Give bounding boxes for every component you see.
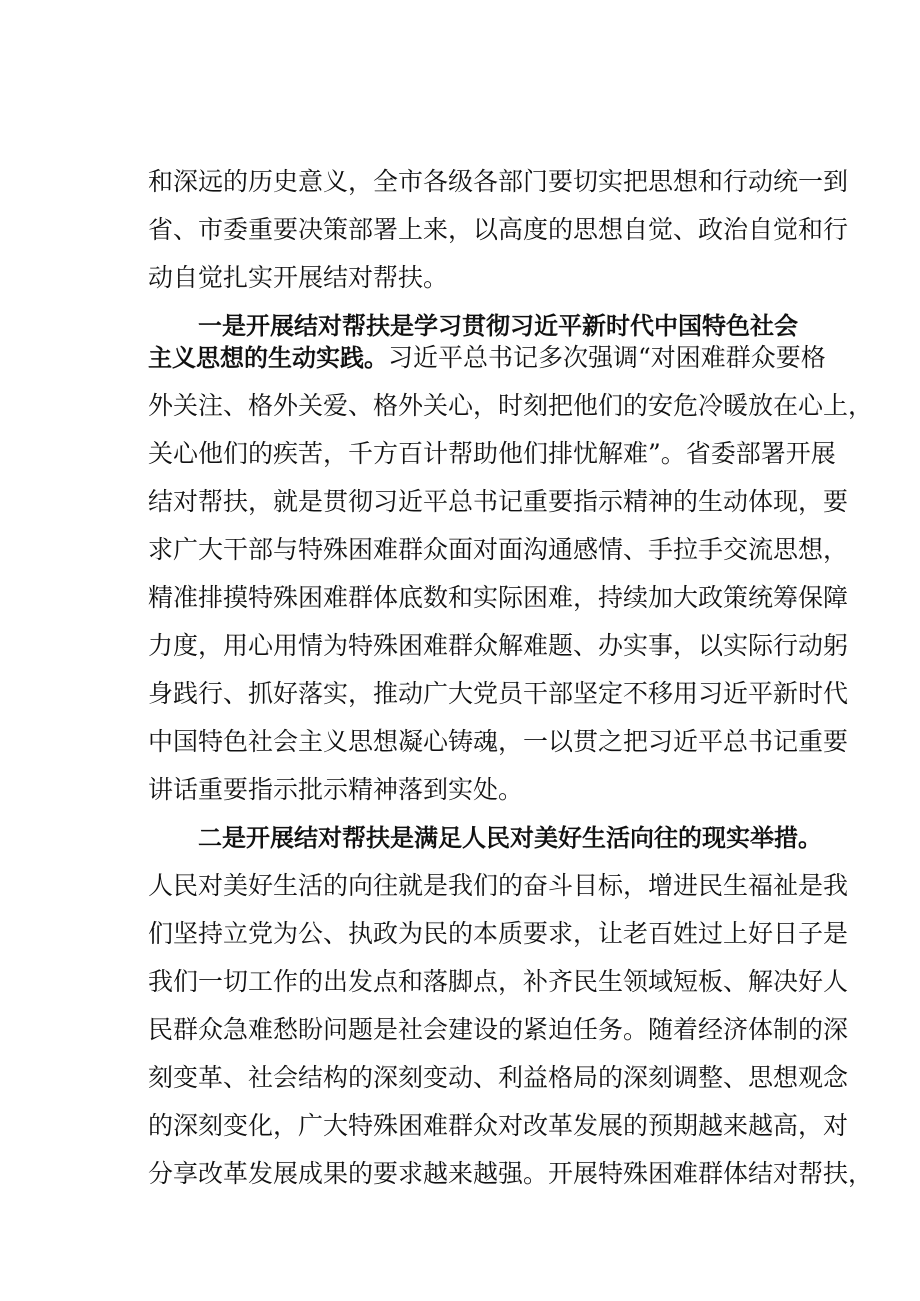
text-line: 分享改革发展成果的要求越来越强。开展特殊困难群体结对帮扶， xyxy=(148,1159,874,1188)
text-line: 动自觉扎实开展结对帮扶。 xyxy=(148,263,449,292)
text-line: 力度，用心用情为特殊困难群众解难题、办实事，以实际行动躬 xyxy=(148,631,849,660)
text-line: 的深刻变化，广大特殊困难群众对改革发展的预期越来越高，对 xyxy=(148,1111,849,1140)
text-line: 刻变革、社会结构的深刻变动、利益格局的深刻调整、思想观念 xyxy=(148,1063,849,1092)
text-line: 结对帮扶，就是贯彻习近平总书记重要指示精神的生动体现，要 xyxy=(148,487,849,516)
text-line: 民群众急难愁盼问题是社会建设的紧迫任务。随着经济体制的深 xyxy=(148,1015,849,1044)
text-line: 和深远的历史意义，全市各级各部门要切实把思想和行动统一到 xyxy=(148,167,849,196)
text-line: 关心他们的疾苦，千方百计帮助他们排忧解难”。省委部署开展 xyxy=(148,439,836,468)
text-line: 精准排摸特殊困难群体底数和实际困难，持续加大政策统筹保障 xyxy=(148,583,849,612)
text-line: 外关注、格外关爱、格外关心，时刻把他们的安危冷暖放在心上， xyxy=(148,391,874,420)
text-line: 省、市委重要决策部署上来，以高度的思想自觉、政治自觉和行 xyxy=(148,215,849,244)
text-line: 人民对美好生活的向往就是我们的奋斗目标，增进民生福祉是我 xyxy=(148,871,849,900)
text-segment: 习近平总书记多次强调“对困难群众要格 xyxy=(388,343,826,372)
text-line: 我们一切工作的出发点和落脚点，补齐民生领域短板、解决好人 xyxy=(148,967,849,996)
text-line: 中国特色社会主义思想凝心铸魂，一以贯之把习近平总书记重要 xyxy=(148,727,849,756)
text-line: 求广大干部与特殊困难群众面对面沟通感情、手拉手交流思想， xyxy=(148,535,849,564)
paragraph-two-heading: 二是开展结对帮扶是满足人民对美好生活向往的现实举措。 xyxy=(198,824,822,852)
text-line: 身践行、抓好落实，推动广大党员干部坚定不移用习近平新时代 xyxy=(148,679,849,708)
paragraph-one-heading: 一是开展结对帮扶是学习贯彻习近平新时代中国特色社会 xyxy=(198,312,798,340)
text-line: 讲话重要指示批示精神落到实处。 xyxy=(148,775,524,804)
text-line: 们坚持立党为公、执政为民的本质要求，让老百姓过上好日子是 xyxy=(148,919,849,948)
text-line-mixed xyxy=(148,340,828,376)
paragraph-one-heading-end: 主义思想的生动实践。 xyxy=(148,344,388,372)
